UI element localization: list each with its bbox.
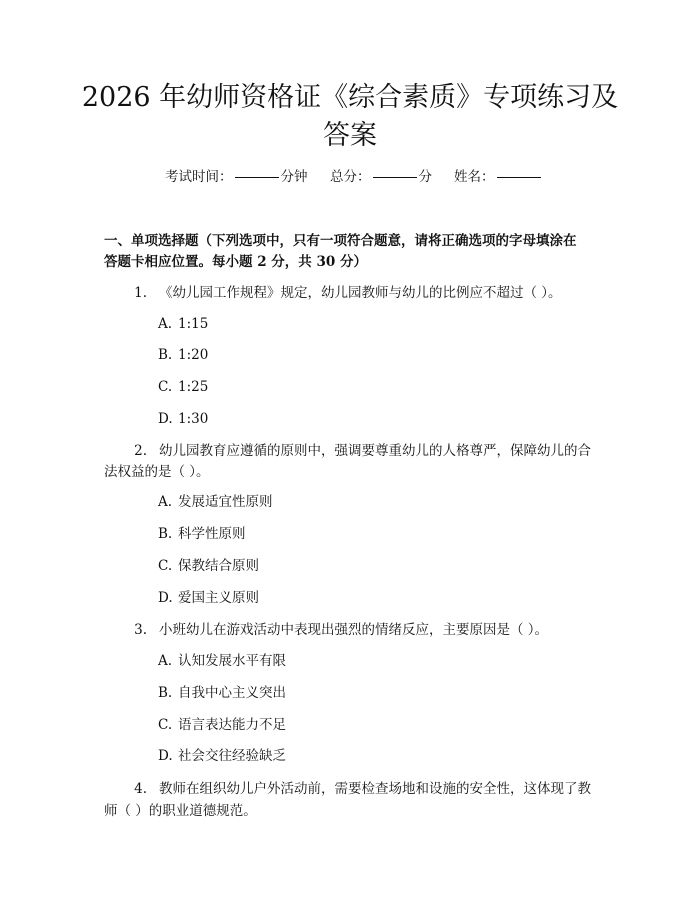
option-letter: A. [158,316,173,332]
name-label: 姓名： [454,169,495,185]
option-2b[interactable] [158,524,246,544]
option-text: 1:25 [178,379,209,395]
option-letter: A. [158,494,173,510]
option-letter: D. [158,411,173,427]
question-number: 2. [134,443,147,459]
question-number: 1. [134,285,147,301]
option-3c[interactable] [158,715,286,735]
page-title-line2: 答案 [323,120,377,151]
option-3d[interactable] [158,746,286,766]
option-text: 1:20 [178,347,209,363]
option-text: 语言表达能力不足 [178,717,286,733]
score-unit: 分 [418,169,432,185]
time-field [165,168,308,186]
time-blank[interactable] [235,177,279,178]
option-letter: C. [158,717,173,733]
section-heading-line1: 一、单项选择题（下列选项中，只有一项符合题意，请将正确选项的字母填涂在 [104,233,577,249]
question-1 [104,282,624,304]
option-text: 爱国主义原则 [178,590,259,606]
option-1b[interactable] [158,345,208,365]
option-text: 认知发展水平有限 [178,653,286,669]
question-3 [104,619,624,641]
page-title-line1: 2026 年幼师资格证《综合素质》专项练习及 [81,82,619,113]
question-4 [104,778,624,800]
name-blank[interactable] [497,177,541,178]
option-1c[interactable] [158,377,208,397]
option-letter: D. [158,590,173,606]
option-letter: C. [158,379,173,395]
option-1a[interactable] [158,314,208,334]
option-text: 1:15 [178,316,209,332]
option-2a[interactable] [158,492,273,512]
option-text: 自我中心主义突出 [178,685,286,701]
question-text: 幼儿园教育应遵循的原则中，强调要尊重幼儿的人格尊严，保障幼儿的合 [159,443,591,459]
option-letter: A. [158,653,173,669]
question-text: 小班幼儿在游戏活动中表现出强烈的情绪反应，主要原因是（ ）。 [159,622,549,638]
score-label: 总分： [330,169,371,185]
option-text: 发展适宜性原则 [178,494,273,510]
option-text: 社会交往经验缺乏 [178,748,286,764]
option-3a[interactable] [158,651,286,671]
question-4-continuation: 师（ ）的职业道德规范。 [104,803,257,819]
option-letter: C. [158,558,173,574]
time-label: 考试时间： [165,169,233,185]
option-text: 保教结合原则 [178,558,259,574]
option-letter: D. [158,748,173,764]
question-number: 4. [134,781,147,797]
option-2d[interactable] [158,588,259,608]
question-2-continuation: 法权益的是（ ）。 [104,464,210,480]
option-letter: B. [158,685,173,701]
time-unit: 分钟 [280,169,308,185]
question-text: 《幼儿园工作规程》规定，幼儿园教师与幼儿的比例应不超过（ ）。 [159,285,562,301]
option-letter: B. [158,526,173,542]
option-letter: B. [158,347,173,363]
name-field [454,168,543,186]
option-text: 1:30 [178,411,209,427]
question-2 [104,440,624,462]
score-blank[interactable] [373,177,417,178]
option-3b[interactable] [158,683,286,703]
option-text: 科学性原则 [178,526,246,542]
question-number: 3. [134,622,147,638]
score-field [330,168,432,186]
question-text: 教师在组织幼儿户外活动前，需要检查场地和设施的安全性，这体现了教 [159,781,591,797]
option-1d[interactable] [158,409,208,429]
section-heading-line2: 答题卡相应位置。每小题 2 分，共 30 分） [104,254,367,270]
option-2c[interactable] [158,556,259,576]
